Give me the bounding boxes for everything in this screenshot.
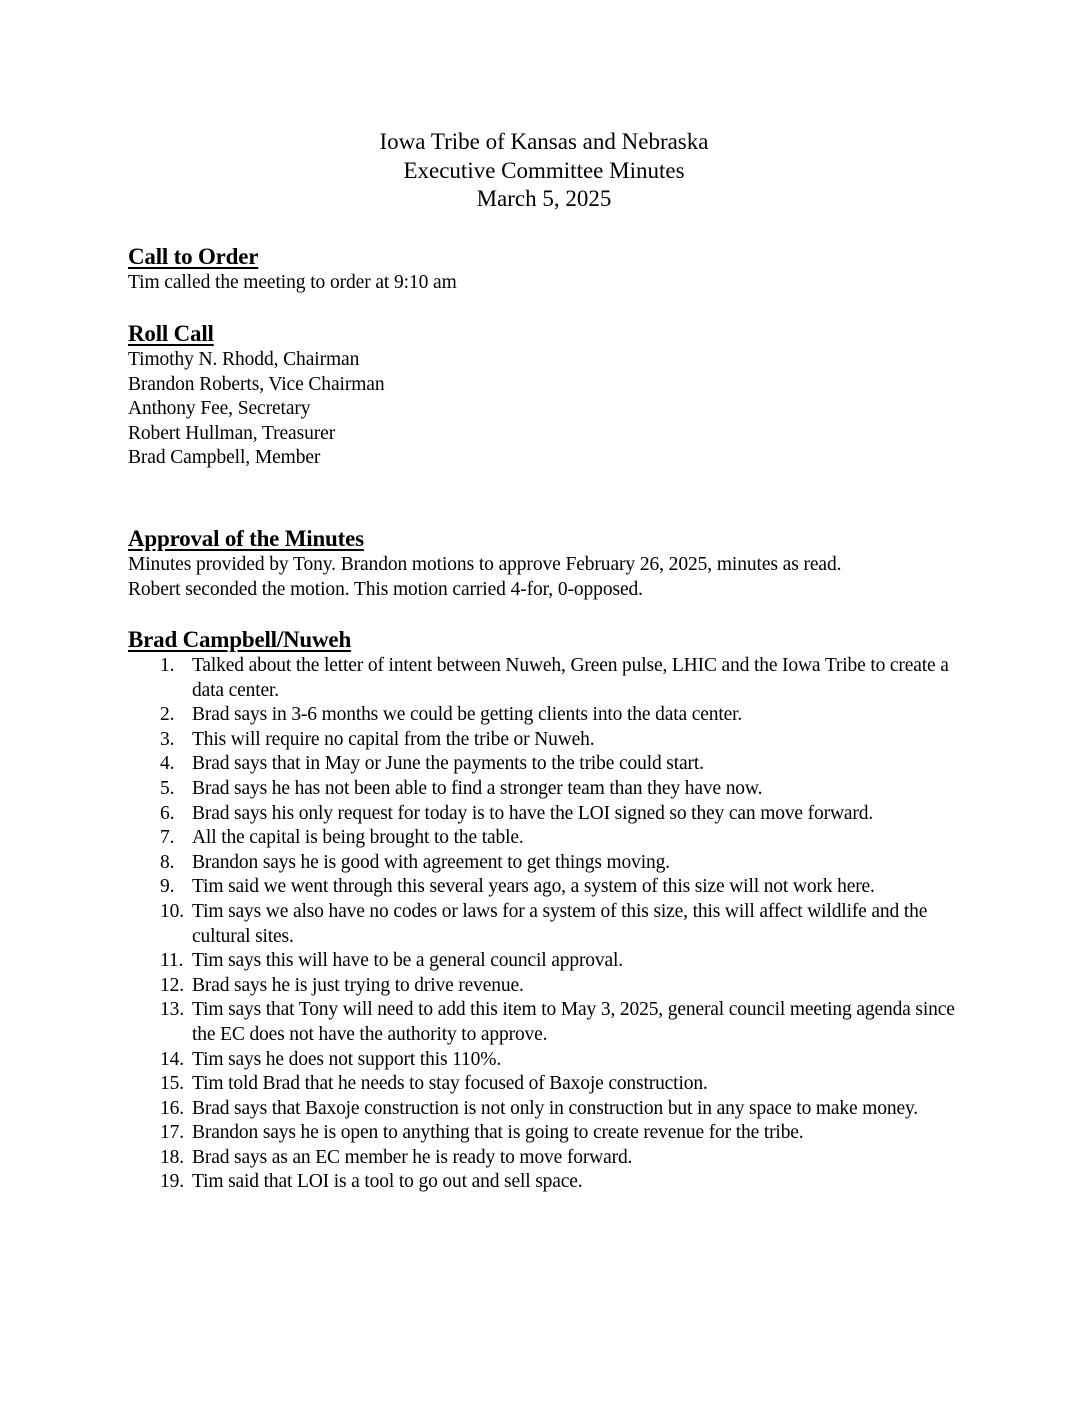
- roll-call-member: Brandon Roberts, Vice Chairman: [128, 373, 385, 395]
- call-to-order-text: Tim called the meeting to order at 9:10 am: [128, 272, 457, 293]
- document-title: Executive Committee Minutes: [403, 157, 685, 183]
- list-item: [128, 974, 968, 999]
- list-item: [128, 1048, 968, 1073]
- item-number: 4.: [160, 753, 175, 775]
- list-item: [128, 1072, 968, 1097]
- roll-call-member: Anthony Fee, Secretary: [128, 398, 311, 420]
- item-text: Brad says in 3-6 months we could be getting clients into the data center.: [192, 704, 743, 726]
- roll-call-heading: Roll Call: [128, 321, 214, 346]
- call-to-order-heading: Call to Order: [128, 244, 259, 269]
- item-text: Brad says his only request for today is to have the LOI signed so they can move forward.: [192, 802, 874, 824]
- item-number: 18.: [160, 1146, 184, 1168]
- item-number: 14.: [160, 1048, 184, 1070]
- item-number: 8.: [160, 851, 175, 873]
- list-item: [128, 802, 968, 827]
- list-item: [128, 1121, 968, 1146]
- approval-text-line: Minutes provided by Tony. Brandon motions to approve February 26, 2025, minutes as read.: [128, 554, 842, 575]
- list-item: [128, 1170, 968, 1195]
- list-item: [128, 777, 968, 802]
- list-item: [128, 826, 968, 851]
- roll-call-member: Robert Hullman, Treasurer: [128, 422, 336, 444]
- list-item: [128, 752, 968, 777]
- item-number: 17.: [160, 1122, 184, 1144]
- list-item: [128, 654, 968, 703]
- list-item: [128, 900, 968, 949]
- item-number: 3.: [160, 728, 175, 750]
- brad-campbell-section: [128, 626, 968, 1195]
- item-text: Tim said we went through this several years ago, a system of this size will not work here.: [192, 876, 875, 898]
- roll-call-member: Brad Campbell, Member: [128, 447, 321, 469]
- item-text: Tim said that LOI is a tool to go out and sell space.: [192, 1171, 583, 1193]
- item-text: Brad says he is just trying to drive revenue.: [192, 974, 524, 996]
- item-text: Tim told Brad that he needs to stay focused of Baxoje construction.: [192, 1073, 708, 1095]
- item-number: 9.: [160, 876, 175, 898]
- item-number: 2.: [160, 704, 175, 726]
- organization-name: Iowa Tribe of Kansas and Nebraska: [379, 129, 709, 154]
- item-text: This will require no capital from the tribe or Nuweh.: [192, 728, 595, 750]
- item-number: 1.: [160, 655, 175, 676]
- approval-text-line: Robert seconded the motion. This motion carried 4-for, 0-opposed.: [128, 578, 643, 600]
- item-text: Brad says he has not been able to find a stronger team than they have now.: [192, 777, 763, 799]
- item-text: Tim says he does not support this 110%.: [192, 1048, 502, 1070]
- item-number: 19.: [160, 1171, 184, 1193]
- item-text: Tim says this will have to be a general council approval.: [192, 950, 624, 972]
- item-text: Brandon says he is open to anything that is going to create revenue for the tribe.: [192, 1122, 804, 1144]
- item-number: 6.: [160, 802, 175, 824]
- roll-call-member: Timothy N. Rhodd, Chairman: [128, 349, 360, 370]
- item-text: Brad says that Baxoje construction is not only in construction but in any space to make money.: [192, 1097, 919, 1119]
- approval-heading: Approval of the Minutes: [128, 526, 364, 551]
- list-item: [128, 703, 968, 728]
- list-item: [128, 851, 968, 876]
- list-item: [128, 949, 968, 974]
- meeting-date: March 5, 2025: [476, 186, 612, 211]
- roll-call-section: [128, 320, 968, 471]
- item-text: Tim says we also have no codes or laws for a system of this size, this will affect wildlife and the cultural sites.: [192, 900, 928, 947]
- discussion-list: [128, 654, 968, 1195]
- document-header: [0, 128, 1088, 214]
- list-item: [128, 998, 968, 1047]
- item-number: 10.: [160, 900, 184, 922]
- item-number: 7.: [160, 827, 175, 849]
- approval-section: [128, 525, 968, 603]
- item-text: Brad says that in May or June the payments to the tribe could start.: [192, 753, 704, 775]
- item-number: 13.: [160, 999, 184, 1021]
- brad-campbell-heading: Brad Campbell/Nuweh: [128, 627, 352, 652]
- item-number: 11.: [160, 950, 184, 972]
- list-item: [128, 875, 968, 900]
- list-item: [128, 1146, 968, 1171]
- item-number: 16.: [160, 1097, 184, 1119]
- list-item: [128, 728, 968, 753]
- list-item: [128, 1097, 968, 1122]
- item-number: 12.: [160, 974, 184, 996]
- item-text: All the capital is being brought to the table.: [192, 827, 524, 849]
- item-text: Brandon says he is good with agreement to get things moving.: [192, 851, 670, 873]
- item-text: Tim says that Tony will need to add this item to May 3, 2025, general council meeting agenda since the EC does not have the authority to approve.: [192, 999, 955, 1045]
- item-number: 5.: [160, 777, 175, 799]
- item-text: Brad says as an EC member he is ready to move forward.: [192, 1146, 633, 1168]
- call-to-order-section: [128, 243, 968, 296]
- item-text: Talked about the letter of intent between Nuweh, Green pulse, LHIC and the Iowa Tribe to create a data center.: [192, 655, 949, 701]
- item-number: 15.: [160, 1073, 184, 1095]
